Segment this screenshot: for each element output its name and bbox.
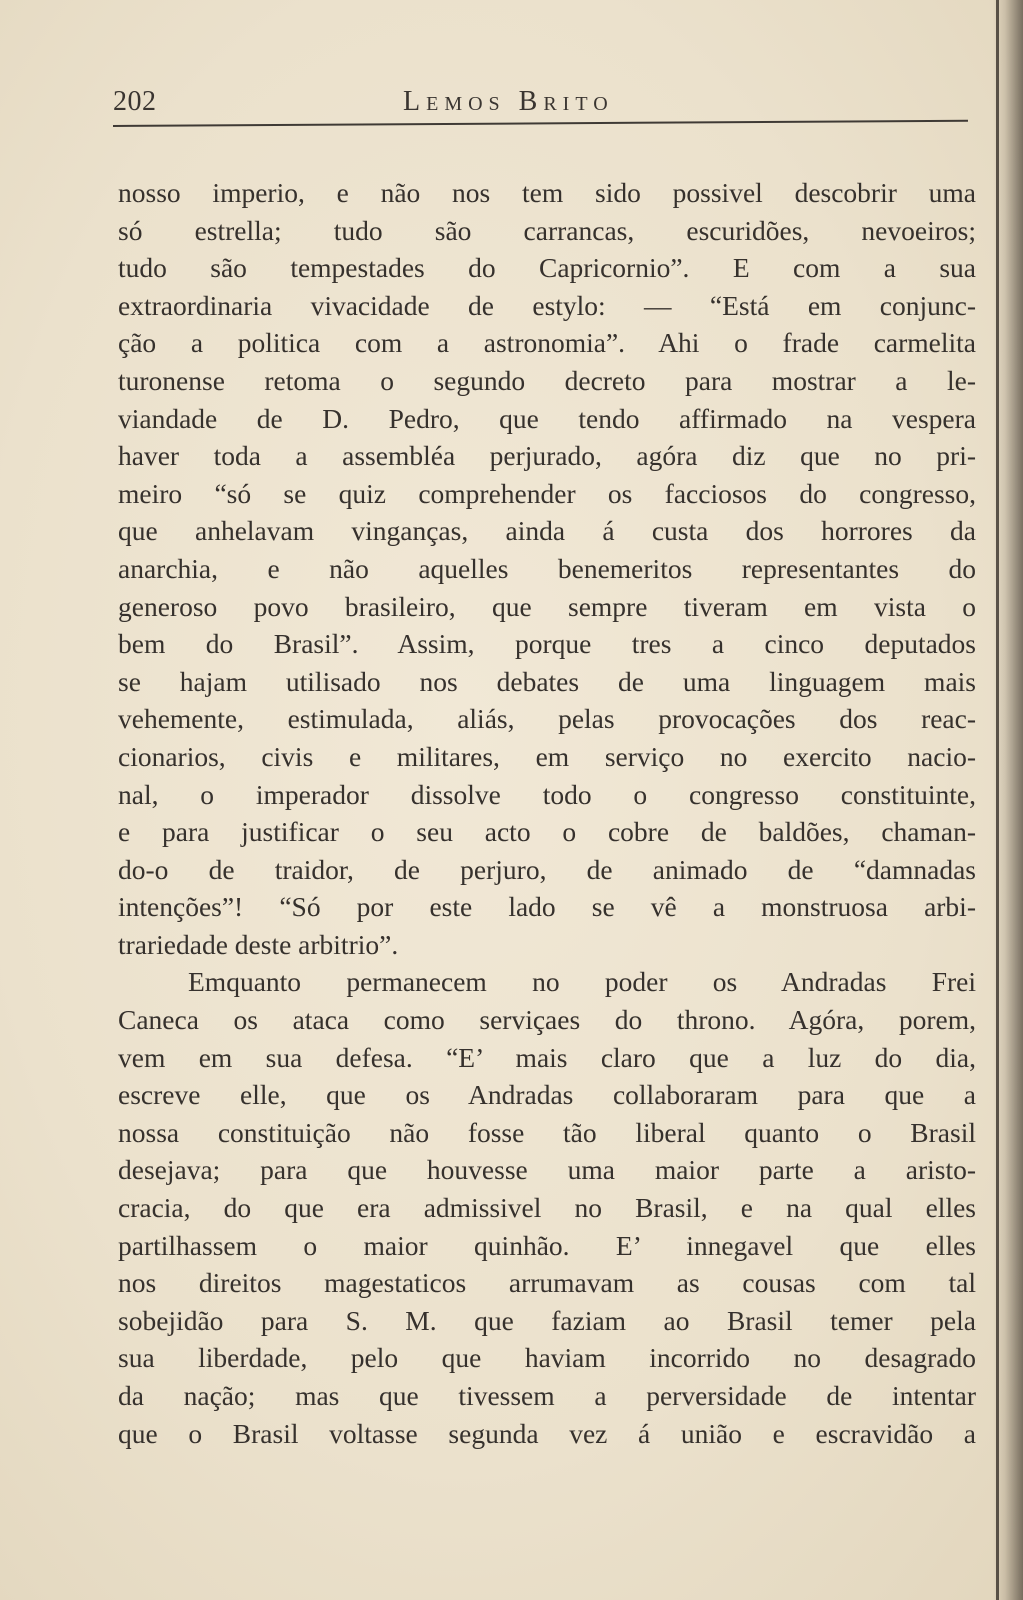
text-line: vehemente, estimulada, aliás, pelas provocações dos reac-	[118, 703, 976, 735]
text-line: viandade de D. Pedro, que tendo affirmado na vespera	[118, 402, 976, 434]
text-line: generoso povo brasileiro, que sempre tiveram em vista o	[118, 590, 976, 622]
text-line: da nação; mas que tivessem a perversidade de intentar	[118, 1380, 976, 1411]
text-line: cionarios, civis e militares, em serviço no exercito nacio-	[118, 740, 976, 772]
text-line: sobejidão para S. M. que faziam ao Brasil temer pela	[118, 1304, 976, 1336]
text-line: vem em sua defesa. “E’ mais claro que a luz do dia,	[118, 1041, 976, 1073]
text-line: intenções”! “Só por este lado se vê a monstruosa arbi-	[118, 891, 976, 923]
text-line: ção a politica com a astronomia”. Ahi o frade carmelita	[118, 327, 976, 359]
text-line: se hajam utilisado nos debates de uma linguagem mais	[118, 665, 976, 697]
text-line: meiro “só se quiz comprehender os facciosos do congresso,	[118, 477, 976, 509]
text-line: que anhelavam vinganças, ainda á custa dos horrores da	[118, 515, 976, 547]
text-line: só estrella; tudo são carrancas, escuridões, nevoeiros;	[118, 214, 976, 246]
text-line: desejava; para que houvesse uma maior parte a aristo-	[118, 1154, 976, 1186]
text-line: partilhassem o maior quinhão. E’ innegavel que elles	[118, 1229, 976, 1261]
text-line: haver toda a assembléa perjurado, agóra diz que no pri-	[118, 440, 976, 472]
page-header	[113, 78, 973, 126]
paragraph-start-line: Emquanto permanecem no poder os Andradas Frei	[188, 966, 976, 998]
paragraph-end-line: trariedade deste arbitrio”.	[118, 928, 399, 960]
text-line: anarchia, e não aquelles benemeritos representantes do	[118, 552, 976, 584]
text-line: Caneca os ataca como serviçaes do throno. Agóra, porem,	[118, 1004, 976, 1036]
text-line: turonense retoma o segundo decreto para mostrar a le-	[118, 364, 976, 396]
text-line: que o Brasil voltasse segunda vez á união e escravidão a	[118, 1417, 976, 1449]
text-line: cracia, do que era admissivel no Brasil, e na qual elles	[118, 1192, 976, 1224]
text-line: nosso imperio, e não nos tem sido possivel descobrir uma	[118, 177, 976, 208]
text-line: nossa constituição não fosse tão liberal quanto o Brasil	[118, 1116, 976, 1148]
text-line: extraordinaria vivacidade de estylo: — “Está em conjunc-	[118, 289, 976, 321]
text-line: do-o de traidor, de perjuro, de animado de “damnadas	[118, 853, 976, 885]
page-number: 202	[113, 86, 157, 117]
text-line: escreve elle, que os Andradas collaboraram para que a	[118, 1079, 976, 1111]
page-edge-line	[996, 0, 999, 1600]
text-line: tudo são tempestades do Capricornio”. E com a sua	[118, 252, 976, 284]
text-line: e para justificar o seu acto o cobre de baldões, chaman-	[118, 816, 976, 848]
body-text	[118, 174, 976, 1452]
text-line: sua liberdade, pelo que haviam incorrido no desagrado	[118, 1342, 976, 1374]
text-line: nos direitos magestaticos arrumavam as cousas com tal	[118, 1267, 976, 1299]
text-line: bem do Brasil”. Assim, porque tres a cinco deputados	[118, 628, 976, 660]
running-head: Lemos Brito	[403, 86, 614, 117]
text-line: nal, o imperador dissolve todo o congresso constituinte,	[118, 778, 976, 810]
